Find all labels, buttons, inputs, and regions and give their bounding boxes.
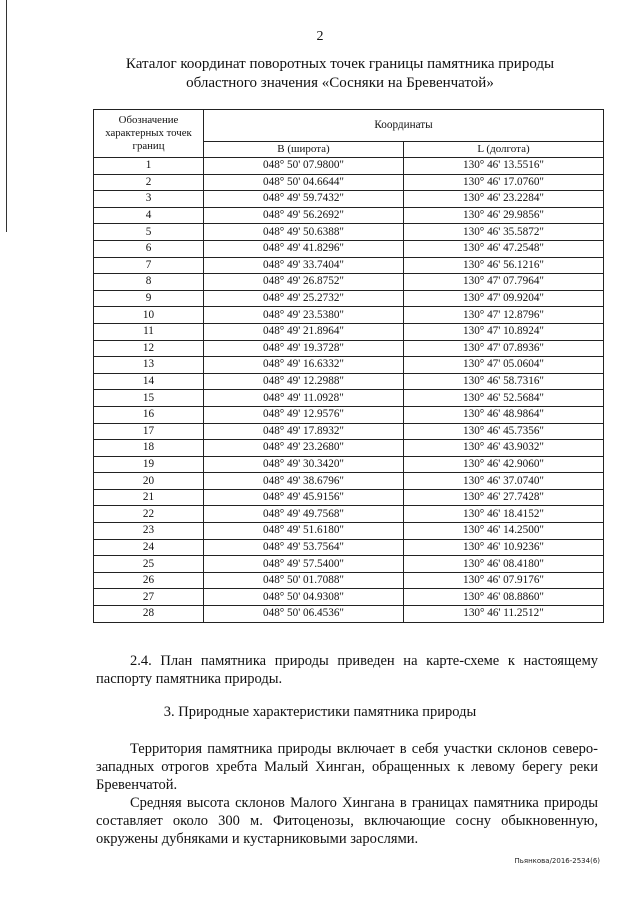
table-row bbox=[94, 240, 604, 257]
latitude-cell: 048° 49' 23.2680" bbox=[204, 440, 404, 457]
longitude-cell: 130° 47' 07.8936" bbox=[404, 340, 604, 357]
point-number-cell: 12 bbox=[94, 340, 204, 357]
point-number-cell: 1 bbox=[94, 158, 204, 175]
longitude-cell: 130° 46' 35.5872" bbox=[404, 224, 604, 241]
longitude-cell: 130° 46' 17.0760" bbox=[404, 174, 604, 191]
paragraph-height: Средняя высота склонов Малого Хингана в границах памятника природы составляет около 300 м. Фитоценозы, включающие сосну обыкновенную, окружены дубняками и кустарниковыми зарослями. bbox=[96, 795, 598, 847]
longitude-cell: 130° 46' 08.4180" bbox=[404, 556, 604, 573]
table-row bbox=[94, 473, 604, 490]
table-row bbox=[94, 224, 604, 241]
coordinates-table bbox=[93, 109, 604, 623]
point-number-cell: 8 bbox=[94, 274, 204, 291]
table-row bbox=[94, 357, 604, 374]
table-row bbox=[94, 390, 604, 407]
table-row bbox=[94, 456, 604, 473]
longitude-cell: 130° 46' 56.1216" bbox=[404, 257, 604, 274]
longitude-cell: 130° 46' 13.5516" bbox=[404, 158, 604, 175]
catalog-title bbox=[80, 55, 600, 93]
table-row bbox=[94, 307, 604, 324]
longitude-cell: 130° 46' 11.2512" bbox=[404, 606, 604, 623]
table-row bbox=[94, 406, 604, 423]
latitude-cell: 048° 49' 38.6796" bbox=[204, 473, 404, 490]
latitude-cell: 048° 49' 25.2732" bbox=[204, 290, 404, 307]
table-row bbox=[94, 207, 604, 224]
point-number-cell: 15 bbox=[94, 390, 204, 407]
longitude-cell: 130° 47' 07.7964" bbox=[404, 274, 604, 291]
latitude-cell: 048° 49' 16.6332" bbox=[204, 357, 404, 374]
latitude-cell: 048° 49' 23.5380" bbox=[204, 307, 404, 324]
point-number-cell: 27 bbox=[94, 589, 204, 606]
table-row bbox=[94, 572, 604, 589]
table-row bbox=[94, 191, 604, 208]
latitude-cell: 048° 49' 57.5400" bbox=[204, 556, 404, 573]
point-column-header: Обозначение характерных точек границ bbox=[94, 110, 204, 158]
point-number-cell: 2 bbox=[94, 174, 204, 191]
catalog-title-line-2: областного значения «Сосняки на Бревенчатой» bbox=[186, 75, 494, 91]
longitude-cell: 130° 46' 10.9236" bbox=[404, 539, 604, 556]
longitude-cell: 130° 47' 05.0604" bbox=[404, 357, 604, 374]
point-number-cell: 20 bbox=[94, 473, 204, 490]
point-number-cell: 25 bbox=[94, 556, 204, 573]
point-number-cell: 9 bbox=[94, 290, 204, 307]
longitude-cell: 130° 46' 07.9176" bbox=[404, 572, 604, 589]
latitude-cell: 048° 49' 49.7568" bbox=[204, 506, 404, 523]
latitude-cell: 048° 50' 04.9308" bbox=[204, 589, 404, 606]
latitude-cell: 048° 49' 45.9156" bbox=[204, 489, 404, 506]
point-number-cell: 10 bbox=[94, 307, 204, 324]
point-number-cell: 24 bbox=[94, 539, 204, 556]
point-number-cell: 23 bbox=[94, 523, 204, 540]
table-row bbox=[94, 274, 604, 291]
latitude-header: B (широта) bbox=[204, 141, 404, 157]
point-number-cell: 22 bbox=[94, 506, 204, 523]
longitude-cell: 130° 46' 52.5684" bbox=[404, 390, 604, 407]
document-code: Пьянкова/2016-2534(6) bbox=[514, 857, 600, 865]
latitude-cell: 048° 49' 51.6180" bbox=[204, 523, 404, 540]
point-number-cell: 6 bbox=[94, 240, 204, 257]
table-row bbox=[94, 290, 604, 307]
longitude-cell: 130° 47' 10.8924" bbox=[404, 323, 604, 340]
latitude-cell: 048° 49' 41.8296" bbox=[204, 240, 404, 257]
table-row bbox=[94, 440, 604, 457]
longitude-cell: 130° 46' 18.4152" bbox=[404, 506, 604, 523]
point-number-cell: 3 bbox=[94, 191, 204, 208]
longitude-cell: 130° 46' 37.0740" bbox=[404, 473, 604, 490]
latitude-cell: 048° 49' 17.8932" bbox=[204, 423, 404, 440]
section-3-heading: 3. Природные характеристики памятника природы bbox=[163, 704, 477, 720]
point-number-cell: 5 bbox=[94, 224, 204, 241]
point-number-cell: 26 bbox=[94, 572, 204, 589]
paragraph-2-4: 2.4. План памятника природы приведен на карте-схеме к настоящему паспорту памятника природы. bbox=[96, 653, 598, 687]
latitude-cell: 048° 49' 21.8964" bbox=[204, 323, 404, 340]
latitude-cell: 048° 49' 11.0928" bbox=[204, 390, 404, 407]
table-row bbox=[94, 489, 604, 506]
longitude-cell: 130° 46' 48.9864" bbox=[404, 406, 604, 423]
point-number-cell: 14 bbox=[94, 373, 204, 390]
page-number: 2 bbox=[316, 29, 324, 44]
point-number-cell: 17 bbox=[94, 423, 204, 440]
longitude-cell: 130° 46' 45.7356" bbox=[404, 423, 604, 440]
point-number-cell: 4 bbox=[94, 207, 204, 224]
point-number-cell: 19 bbox=[94, 456, 204, 473]
latitude-cell: 048° 49' 33.7404" bbox=[204, 257, 404, 274]
point-number-cell: 7 bbox=[94, 257, 204, 274]
catalog-title-line-1: Каталог координат поворотных точек границы памятника природы bbox=[125, 56, 555, 72]
longitude-cell: 130° 46' 47.2548" bbox=[404, 240, 604, 257]
coordinates-table-body bbox=[94, 158, 604, 623]
table-row bbox=[94, 539, 604, 556]
longitude-header: L (долгота) bbox=[404, 141, 604, 157]
longitude-cell: 130° 46' 29.9856" bbox=[404, 207, 604, 224]
table-row bbox=[94, 257, 604, 274]
longitude-cell: 130° 46' 58.7316" bbox=[404, 373, 604, 390]
point-number-cell: 13 bbox=[94, 357, 204, 374]
longitude-cell: 130° 47' 12.8796" bbox=[404, 307, 604, 324]
table-row bbox=[94, 556, 604, 573]
point-number-cell: 18 bbox=[94, 440, 204, 457]
latitude-cell: 048° 49' 56.2692" bbox=[204, 207, 404, 224]
longitude-cell: 130° 46' 14.2500" bbox=[404, 523, 604, 540]
table-row bbox=[94, 373, 604, 390]
longitude-cell: 130° 46' 42.9060" bbox=[404, 456, 604, 473]
latitude-cell: 048° 49' 50.6388" bbox=[204, 224, 404, 241]
latitude-cell: 048° 50' 04.6644" bbox=[204, 174, 404, 191]
latitude-cell: 048° 49' 59.7432" bbox=[204, 191, 404, 208]
latitude-cell: 048° 50' 07.9800" bbox=[204, 158, 404, 175]
longitude-cell: 130° 46' 08.8860" bbox=[404, 589, 604, 606]
table-row bbox=[94, 606, 604, 623]
latitude-cell: 048° 49' 12.2988" bbox=[204, 373, 404, 390]
longitude-cell: 130° 47' 09.9204" bbox=[404, 290, 604, 307]
table-row bbox=[94, 506, 604, 523]
point-number-cell: 28 bbox=[94, 606, 204, 623]
table-row bbox=[94, 340, 604, 357]
point-number-cell: 11 bbox=[94, 323, 204, 340]
latitude-cell: 048° 49' 12.9576" bbox=[204, 406, 404, 423]
latitude-cell: 048° 50' 01.7088" bbox=[204, 572, 404, 589]
longitude-cell: 130° 46' 43.9032" bbox=[404, 440, 604, 457]
paragraph-territory: Территория памятника природы включает в себя участки склонов северо-западных отрогов хребта Малый Хинган, обращенных к левому берегу реки Бревенчатой. bbox=[96, 741, 598, 793]
longitude-cell: 130° 46' 27.7428" bbox=[404, 489, 604, 506]
table-row bbox=[94, 523, 604, 540]
latitude-cell: 048° 49' 26.8752" bbox=[204, 274, 404, 291]
latitude-cell: 048° 49' 53.7564" bbox=[204, 539, 404, 556]
longitude-cell: 130° 46' 23.2284" bbox=[404, 191, 604, 208]
latitude-cell: 048° 49' 30.3420" bbox=[204, 456, 404, 473]
coordinates-header: Координаты bbox=[204, 110, 604, 142]
point-number-cell: 21 bbox=[94, 489, 204, 506]
table-row bbox=[94, 423, 604, 440]
latitude-cell: 048° 49' 19.3728" bbox=[204, 340, 404, 357]
point-number-cell: 16 bbox=[94, 406, 204, 423]
latitude-cell: 048° 50' 06.4536" bbox=[204, 606, 404, 623]
table-row bbox=[94, 174, 604, 191]
table-row bbox=[94, 158, 604, 175]
table-row bbox=[94, 589, 604, 606]
table-row bbox=[94, 323, 604, 340]
